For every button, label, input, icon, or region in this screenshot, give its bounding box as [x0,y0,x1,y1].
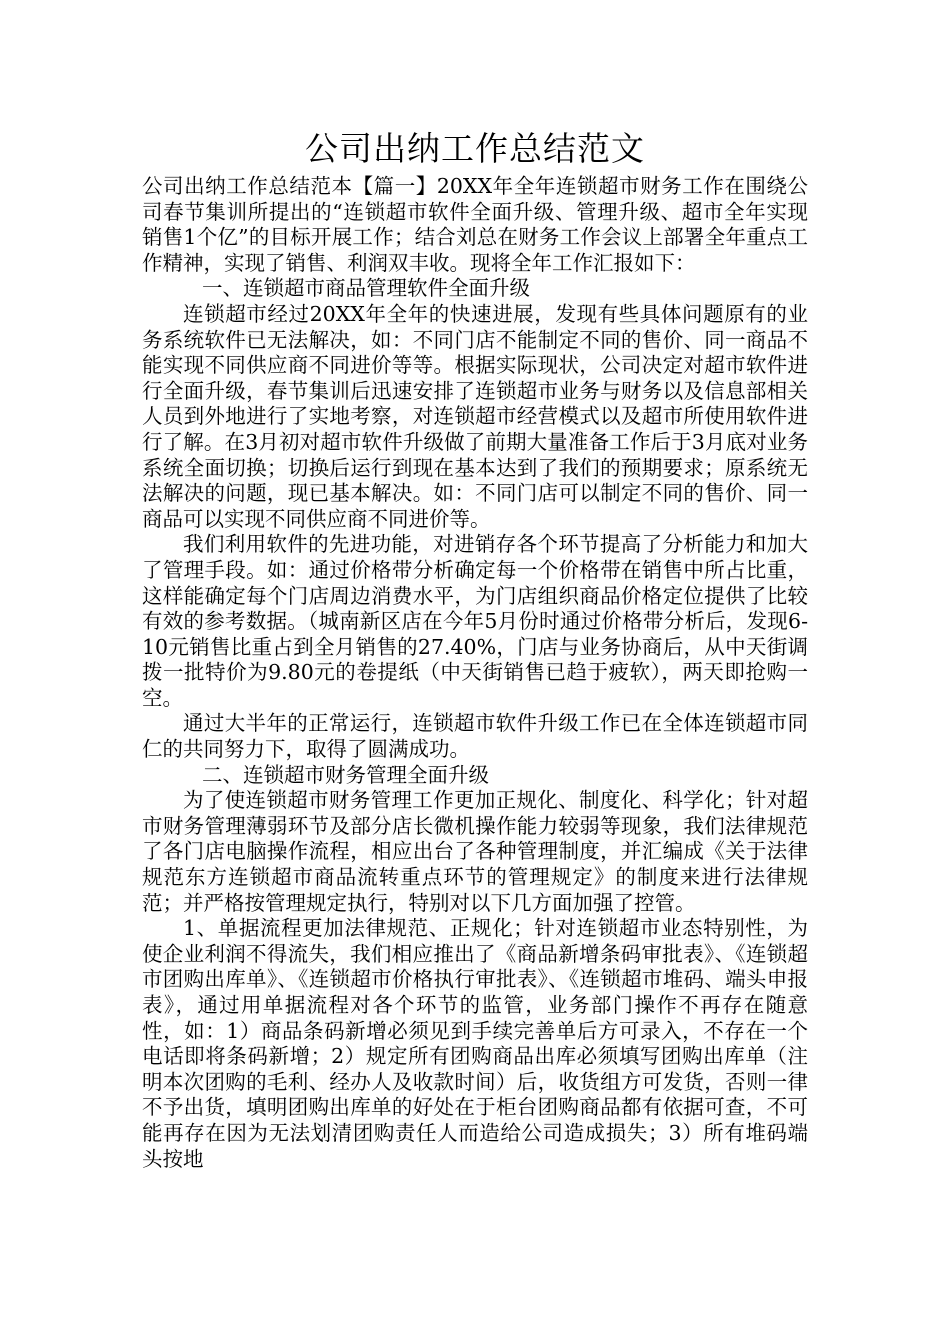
section-heading-1: 一、连锁超市商品管理软件全面升级 [202,276,530,301]
intro-paragraph: 公司出纳工作总结范本【篇一】20XX年全年连锁超市财务工作在围绕公司春节集训所提出的“连锁超市软件全面升级、管理升级、超市全年实现销售1个亿”的目标开展工作；结合刘总在财务工作会议上部署全年重点工作精神，实现了销售、利润双丰收。现将全年工作汇报如下： [142,174,808,275]
body-paragraph: 1、单据流程更加法律规范、正规化；针对连锁超市业态特别性，为使企业利润不得流失，我们相应推出了《商品新增条码审批表》、《连锁超市团购出库单》、《连锁超市价格执行审批表》、《连锁超市堆码、端头申报表》，通过用单据流程对各个环节的监管，业务部门操作不再存在随意性，如：1）商品条码新增必须见到手续完善单后方可录入，不存在一个电话即将条码新增；2）规定所有团购商品出库必须填写团购出库单（注明本次团购的毛利、经办人及收款时间）后，收货组方可发货，否则一律不予出货，填明团购出库单的好处在于柜台团购商品都有依据可查，不可能再存在因为无法划清团购责任人而造给公司造成损失；3）所有堆码端头按地 [142,916,808,1171]
body-paragraph: 为了使连锁超市财务管理工作更加正规化、制度化、科学化；针对超市财务管理薄弱环节及部分店长微机操作能力较弱等现象，我们法律规范了各门店电脑操作流程，相应出台了各种管理制度，并汇编成《关于法律规范东方连锁超市商品流转重点环节的管理规定》的制度来进行法律规范；并严格按管理规定执行，特别对以下几方面加强了控管。 [142,788,808,915]
document-page [142,126,808,1172]
document-title: 公司出纳工作总结范文 [305,129,645,168]
section-heading-2: 二、连锁超市财务管理全面升级 [202,762,489,787]
body-paragraph: 通过大半年的正常运行，连锁超市软件升级工作已在全体连锁超市同仁的共同努力下，取得了圆满成功。 [142,711,808,762]
body-paragraph: 我们利用软件的先进功能，对进销存各个环节提高了分析能力和加大了管理手段。如：通过价格带分析确定每一个价格带在销售中所占比重，这样能确定每个门店周边消费水平，为门店组织商品价格定位提供了比较有效的参考数据。（城南新区店在今年5月份时通过价格带分析后，发现6-10元销售比重占到全月销售的27.40%，门店与业务协商后，从中天街调拨一批特价为9.80元的卷提纸（中天街销售已趋于疲软），两天即抢购一空。 [142,532,808,710]
body-paragraph: 连锁超市经过20XX年全年的快速进展，发现有些具体问题原有的业务系统软件已无法解决，如：不同门店不能制定不同的售价、同一商品不能实现不同供应商不同进价等等。根据实际现状，公司决定对超市软件进行全面升级，春节集训后迅速安排了连锁超市业务与财务以及信息部相关人员到外地进行了实地考察，对连锁超市经营模式以及超市所使用软件进行了解。在3月初对超市软件升级做了前期大量准备工作后于3月底对业务系统全面切换；切换后运行到现在基本达到了我们的预期要求；原系统无法解决的问题，现已基本解决。如：不同门店可以制定不同的售价、同一商品可以实现不同供应商不同进价等。 [142,301,808,531]
